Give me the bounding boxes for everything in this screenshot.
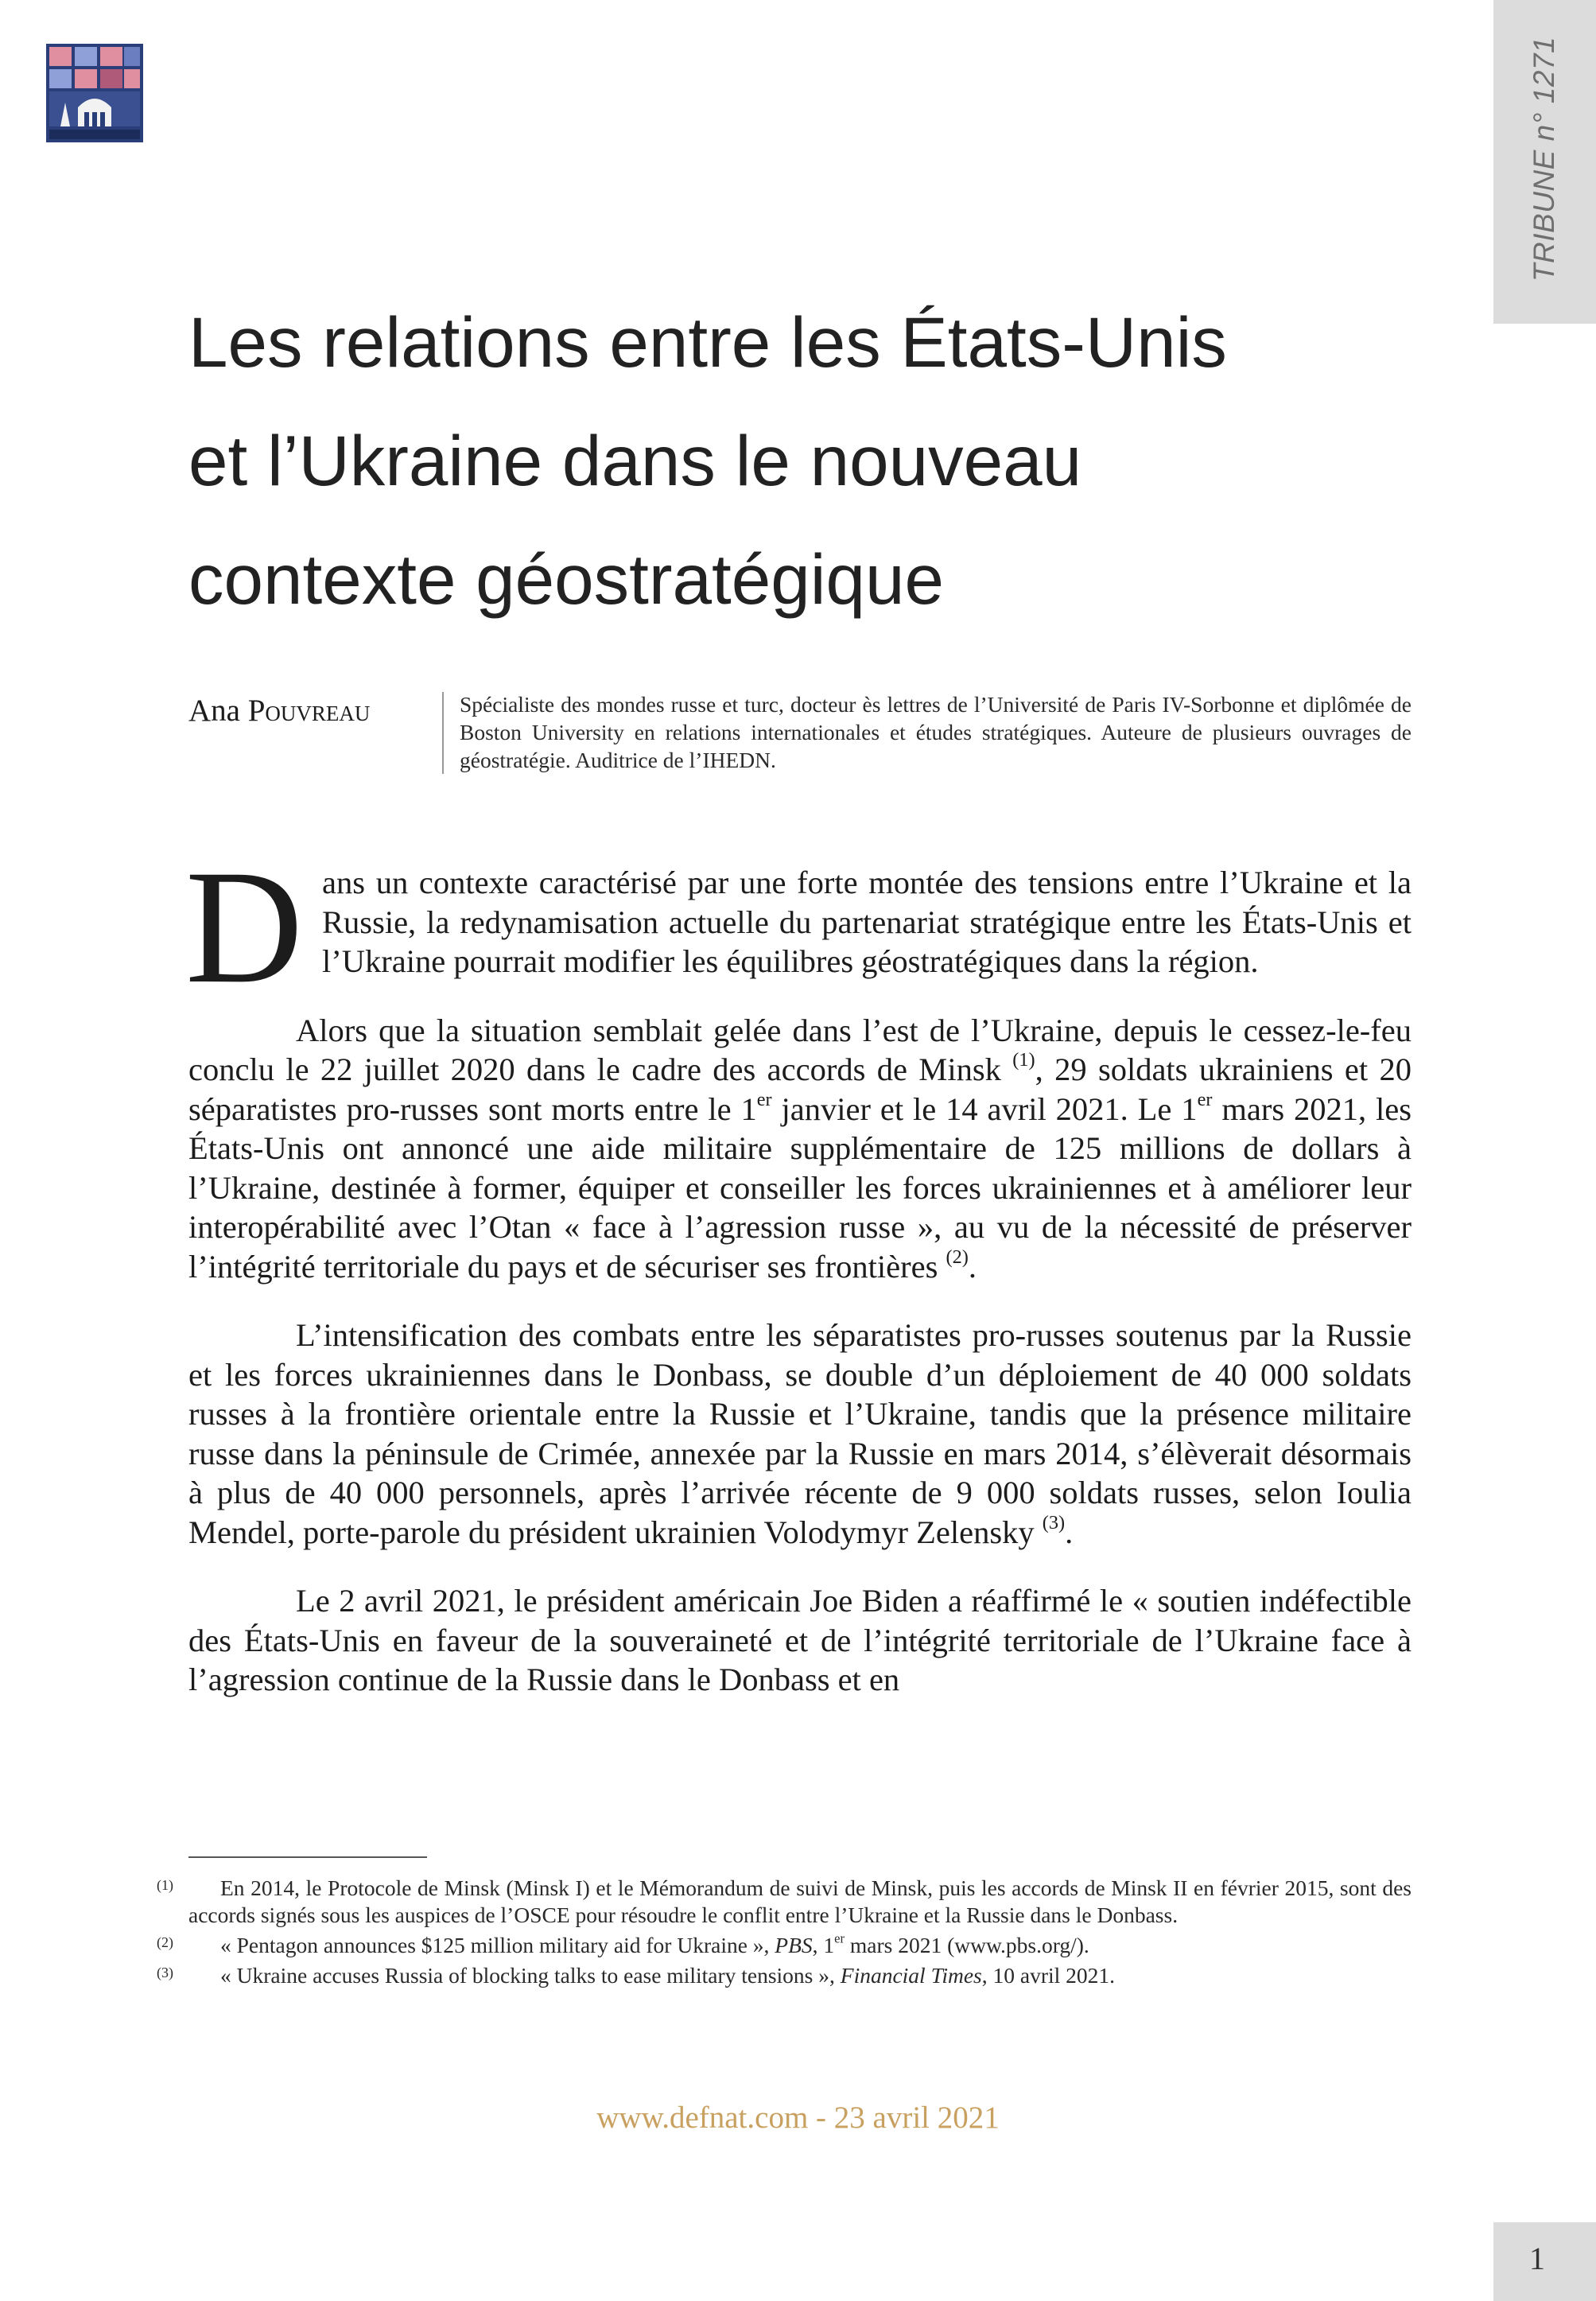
text-run: .: [1065, 1514, 1074, 1550]
paragraph-intro: [185, 837, 1412, 1017]
footnote-ref-3[interactable]: (3): [1042, 1511, 1066, 1533]
source-title: Financial Times: [840, 1963, 982, 1988]
text-run: , 1: [812, 1933, 835, 1957]
paragraph-3: [188, 1316, 1412, 1552]
title-line: Les relations entre les États-Unis: [188, 302, 1227, 382]
author-last-name: Pouvreau: [247, 694, 371, 728]
text-run: , 29 soldats ukrainiens et 20 séparatistes pro-russes sont morts entre le 1: [188, 1051, 1412, 1127]
footnote-number: (2): [157, 1934, 173, 1950]
text-run: mars 2021, les États-Unis ont annoncé une aide militaire supplémentaire de 125 millions de dollars à l’Ukraine, destinée à former, équiper et conseiller les forces ukrainiennes et à améliorer leur interopérabilité avec l’Otan « face à l’agression russe », au vu de la nécessité de préserver l’intégrité territoriale du pays et de sécuriser ses frontières: [188, 1090, 1412, 1285]
footnotes: [157, 1875, 1412, 1992]
title-line: contexte géostratégique: [188, 539, 945, 619]
superscript: er: [756, 1088, 772, 1110]
author-name: [188, 692, 427, 730]
tribune-label: TRIBUNE n° 1271: [1528, 36, 1560, 282]
source-title: PBS: [775, 1933, 813, 1957]
text-run: mars 2021 (www.pbs.org/).: [844, 1933, 1089, 1957]
superscript: er: [1197, 1088, 1213, 1110]
text-run: « Pentagon announces $125 million military aid for Ukraine »,: [220, 1933, 775, 1957]
text-run: L’intensification des combats entre les séparatistes pro-russes soutenus par la Russie et les forces ukrainiennes dans le Donbass, se double d’un déploiement de 40 000 soldats russes à la frontière orientale entre la Russie et l’Ukraine, tandis que la présence militaire russe dans la péninsule de Crimée, annexée par la Russie en mars 2014, s’élèverait désormais à plus de 40 000 personnels, après l’arrivée récente de 9 000 soldats russes, selon Ioulia Mendel, porte-parole du président ukrainien Volodymyr Zelensky: [188, 1317, 1412, 1550]
paragraph-text: ans un contexte caractérisé par une forte montée des tensions entre l’Ukraine et la Russie, la redynamisation actuelle du partenariat stratégique entre les États-Unis et l’Ukraine pourrait modifier les équilibres géostratégiques dans la région.: [322, 865, 1412, 979]
footnote-text: En 2014, le Protocole de Minsk (Minsk I) et le Mémorandum de suivi de Minsk, puis les accords de Minsk II en février 2015, sont des accords signés sous les auspices de l’OSCE pour résoudre le conflit entre l’Ukraine et la Russie dans le Donbass.: [188, 1875, 1412, 1927]
paragraph-2: [188, 1011, 1412, 1287]
footnote-number: (1): [157, 1877, 173, 1893]
footer-website-date[interactable]: www.defnat.com - 23 avril 2021: [596, 2101, 1000, 2135]
footnotes-divider: [188, 1856, 427, 1858]
text-run: « Ukraine accuses Russia of blocking talks to ease military tensions »,: [220, 1963, 841, 1988]
tribune-tab: [1493, 0, 1596, 324]
footnote-ref-1[interactable]: (1): [1012, 1048, 1035, 1071]
footnote-3: [157, 1962, 1412, 1989]
article-title: [188, 283, 1429, 639]
text-run: Alors que la situation semblait gelée dans l’est de l’Ukraine, depuis le cessez-le-feu conclu le 22 juillet 2020 dans le cadre des accords de Minsk: [188, 1012, 1412, 1087]
page-number: 1: [1529, 2241, 1545, 2276]
article-body: [185, 837, 1412, 1729]
publication-logo: [46, 44, 143, 142]
text-run: , 10 avril 2021.: [981, 1963, 1116, 1988]
footnote-1: [157, 1875, 1412, 1929]
footnote-2: [157, 1930, 1412, 1959]
author-bio: Spécialiste des mondes russe et turc, docteur ès lettres de l’Université de Paris IV-Sorbonne et diplômée de Boston University en relations internationales et études stratégiques. Auteure de plusieurs ouvrages de géostratégie. Auditrice de l’IHEDN.: [460, 692, 1412, 772]
page-number-box: [1493, 2222, 1596, 2301]
author-first-name: Ana: [188, 694, 240, 728]
drop-cap: D: [185, 837, 304, 1017]
text-run: .: [968, 1248, 977, 1285]
paragraph-4: Le 2 avril 2021, le président américain Joe Biden a réaffirmé le « soutien indéfectible des États-Unis en faveur de la souveraineté et de l’intégrité territoriale de l’Ukraine face à l’agression continue de la Russie dans le Donbass et en: [188, 1583, 1412, 1697]
logo-emblem-icon: [46, 44, 143, 142]
footnote-number: (3): [157, 1965, 173, 1980]
footnote-ref-2[interactable]: (2): [946, 1246, 969, 1268]
text-run: janvier et le 14 avril 2021. Le 1: [771, 1090, 1198, 1127]
title-line: et l’Ukraine dans le nouveau: [188, 421, 1082, 500]
author-divider: [442, 692, 444, 774]
superscript: er: [834, 1930, 845, 1946]
